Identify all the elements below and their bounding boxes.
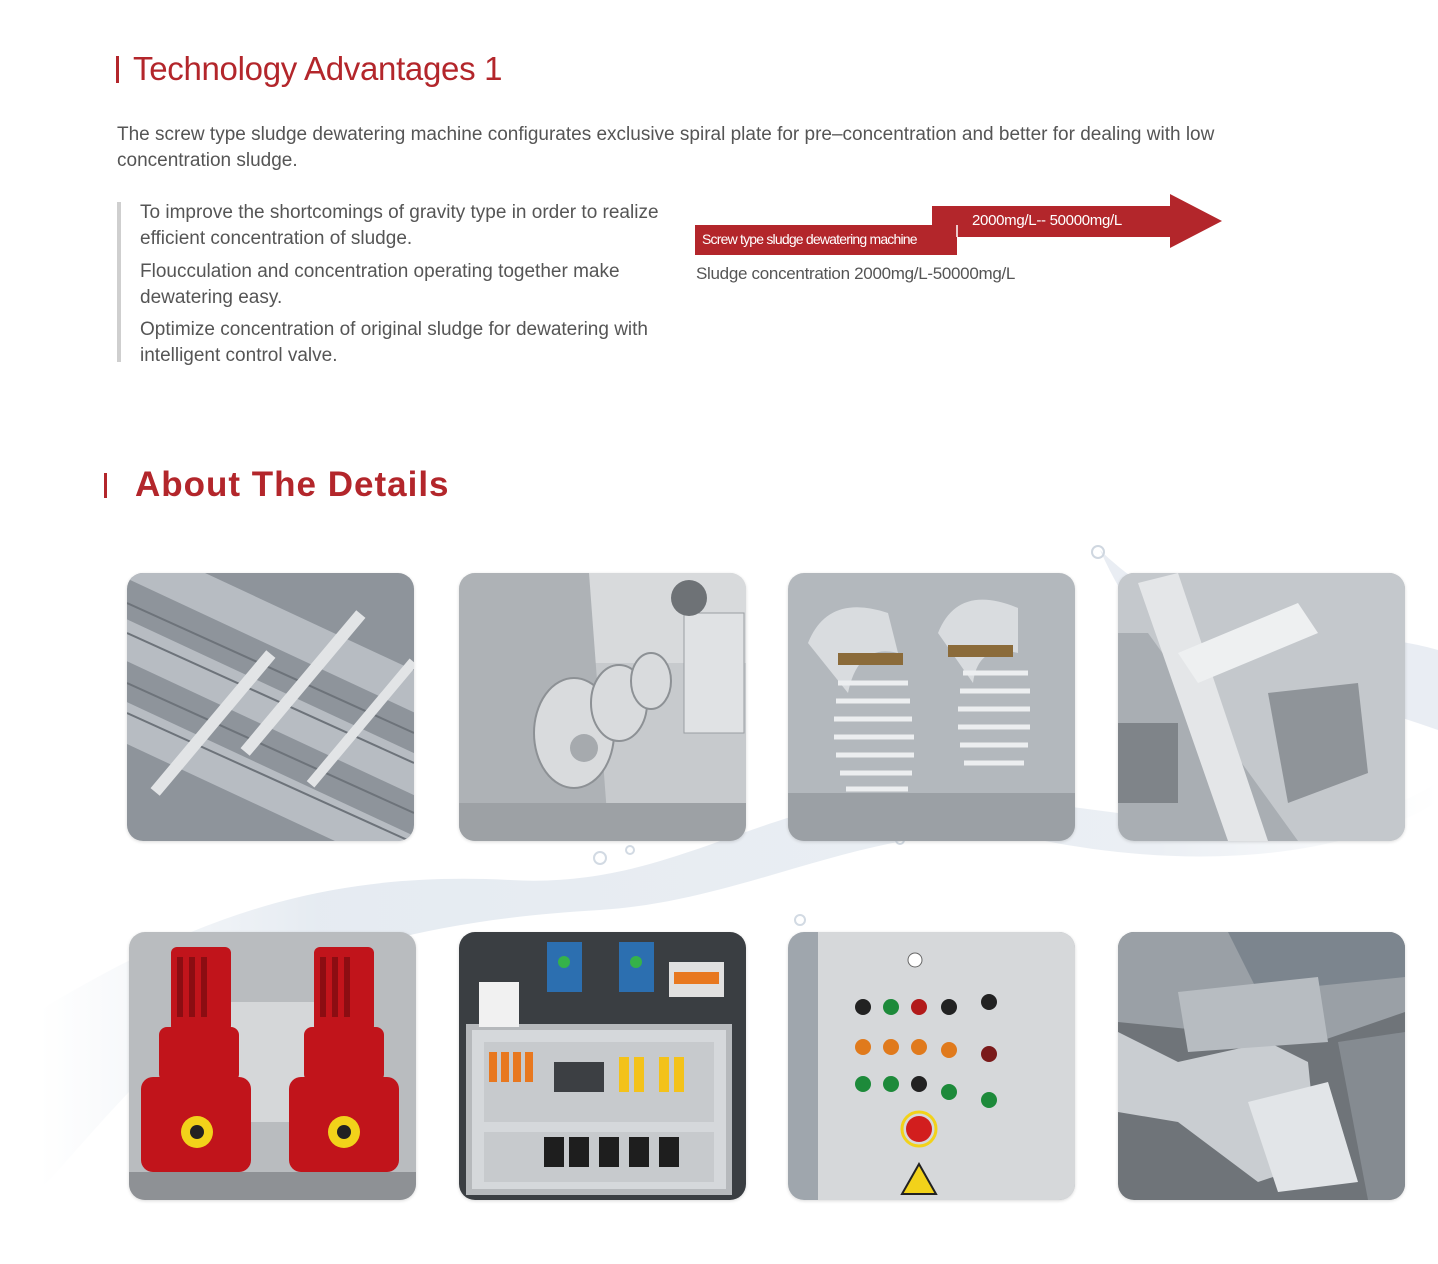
photo-electrical-cabinet (459, 932, 746, 1200)
control-panel-icon (788, 932, 1075, 1200)
about-details-title: About The Details (135, 465, 450, 504)
advantage-point: Floucculation and concentration operating together make dewatering easy. (140, 261, 620, 308)
concentration-range-arrow (695, 192, 1225, 262)
photo-discharge-chute (1118, 932, 1405, 1200)
photo-spiral-hoses (788, 573, 1075, 841)
technology-intro-text: The screw type sludge dewatering machine configurates exclusive spiral plate for pre–concentration and better for dealing with low concentration sludge. (117, 124, 1215, 171)
photo-red-gear-motors (129, 932, 416, 1200)
photo-screw-shaft (127, 573, 414, 841)
arrow-range-label: 2000mg/L-- 50000mg/L (972, 212, 1122, 229)
advantage-point: To improve the shortcomings of gravity type in order to realize efficient concentration of sludge. (140, 202, 659, 249)
steel-plates-icon (1118, 573, 1405, 841)
technology-advantages-title: Technology Advantages 1 (133, 50, 503, 87)
photo-tank-outlets (459, 573, 746, 841)
arrow-machine-label: Screw type sludge dewatering machine (702, 231, 917, 247)
section-title-bar (116, 56, 119, 83)
red-arrow-graphic (695, 192, 1225, 262)
spiral-hoses-icon (788, 573, 1075, 841)
tank-outlets-icon (459, 573, 746, 841)
photo-steel-plates (1118, 573, 1405, 841)
screw-shaft-filter-icon (127, 573, 414, 841)
red-gear-motors-icon (129, 932, 416, 1200)
advantage-point: Optimize concentration of original sludge for dewatering with intelligent control valve. (140, 319, 648, 366)
discharge-chute-icon (1118, 932, 1405, 1200)
section-title-bar (104, 473, 107, 498)
photo-control-panel (788, 932, 1075, 1200)
electrical-cabinet-icon (459, 932, 746, 1200)
points-divider-bar (117, 202, 121, 362)
sludge-concentration-caption: Sludge concentration 2000mg/L-50000mg/L (696, 264, 1016, 283)
